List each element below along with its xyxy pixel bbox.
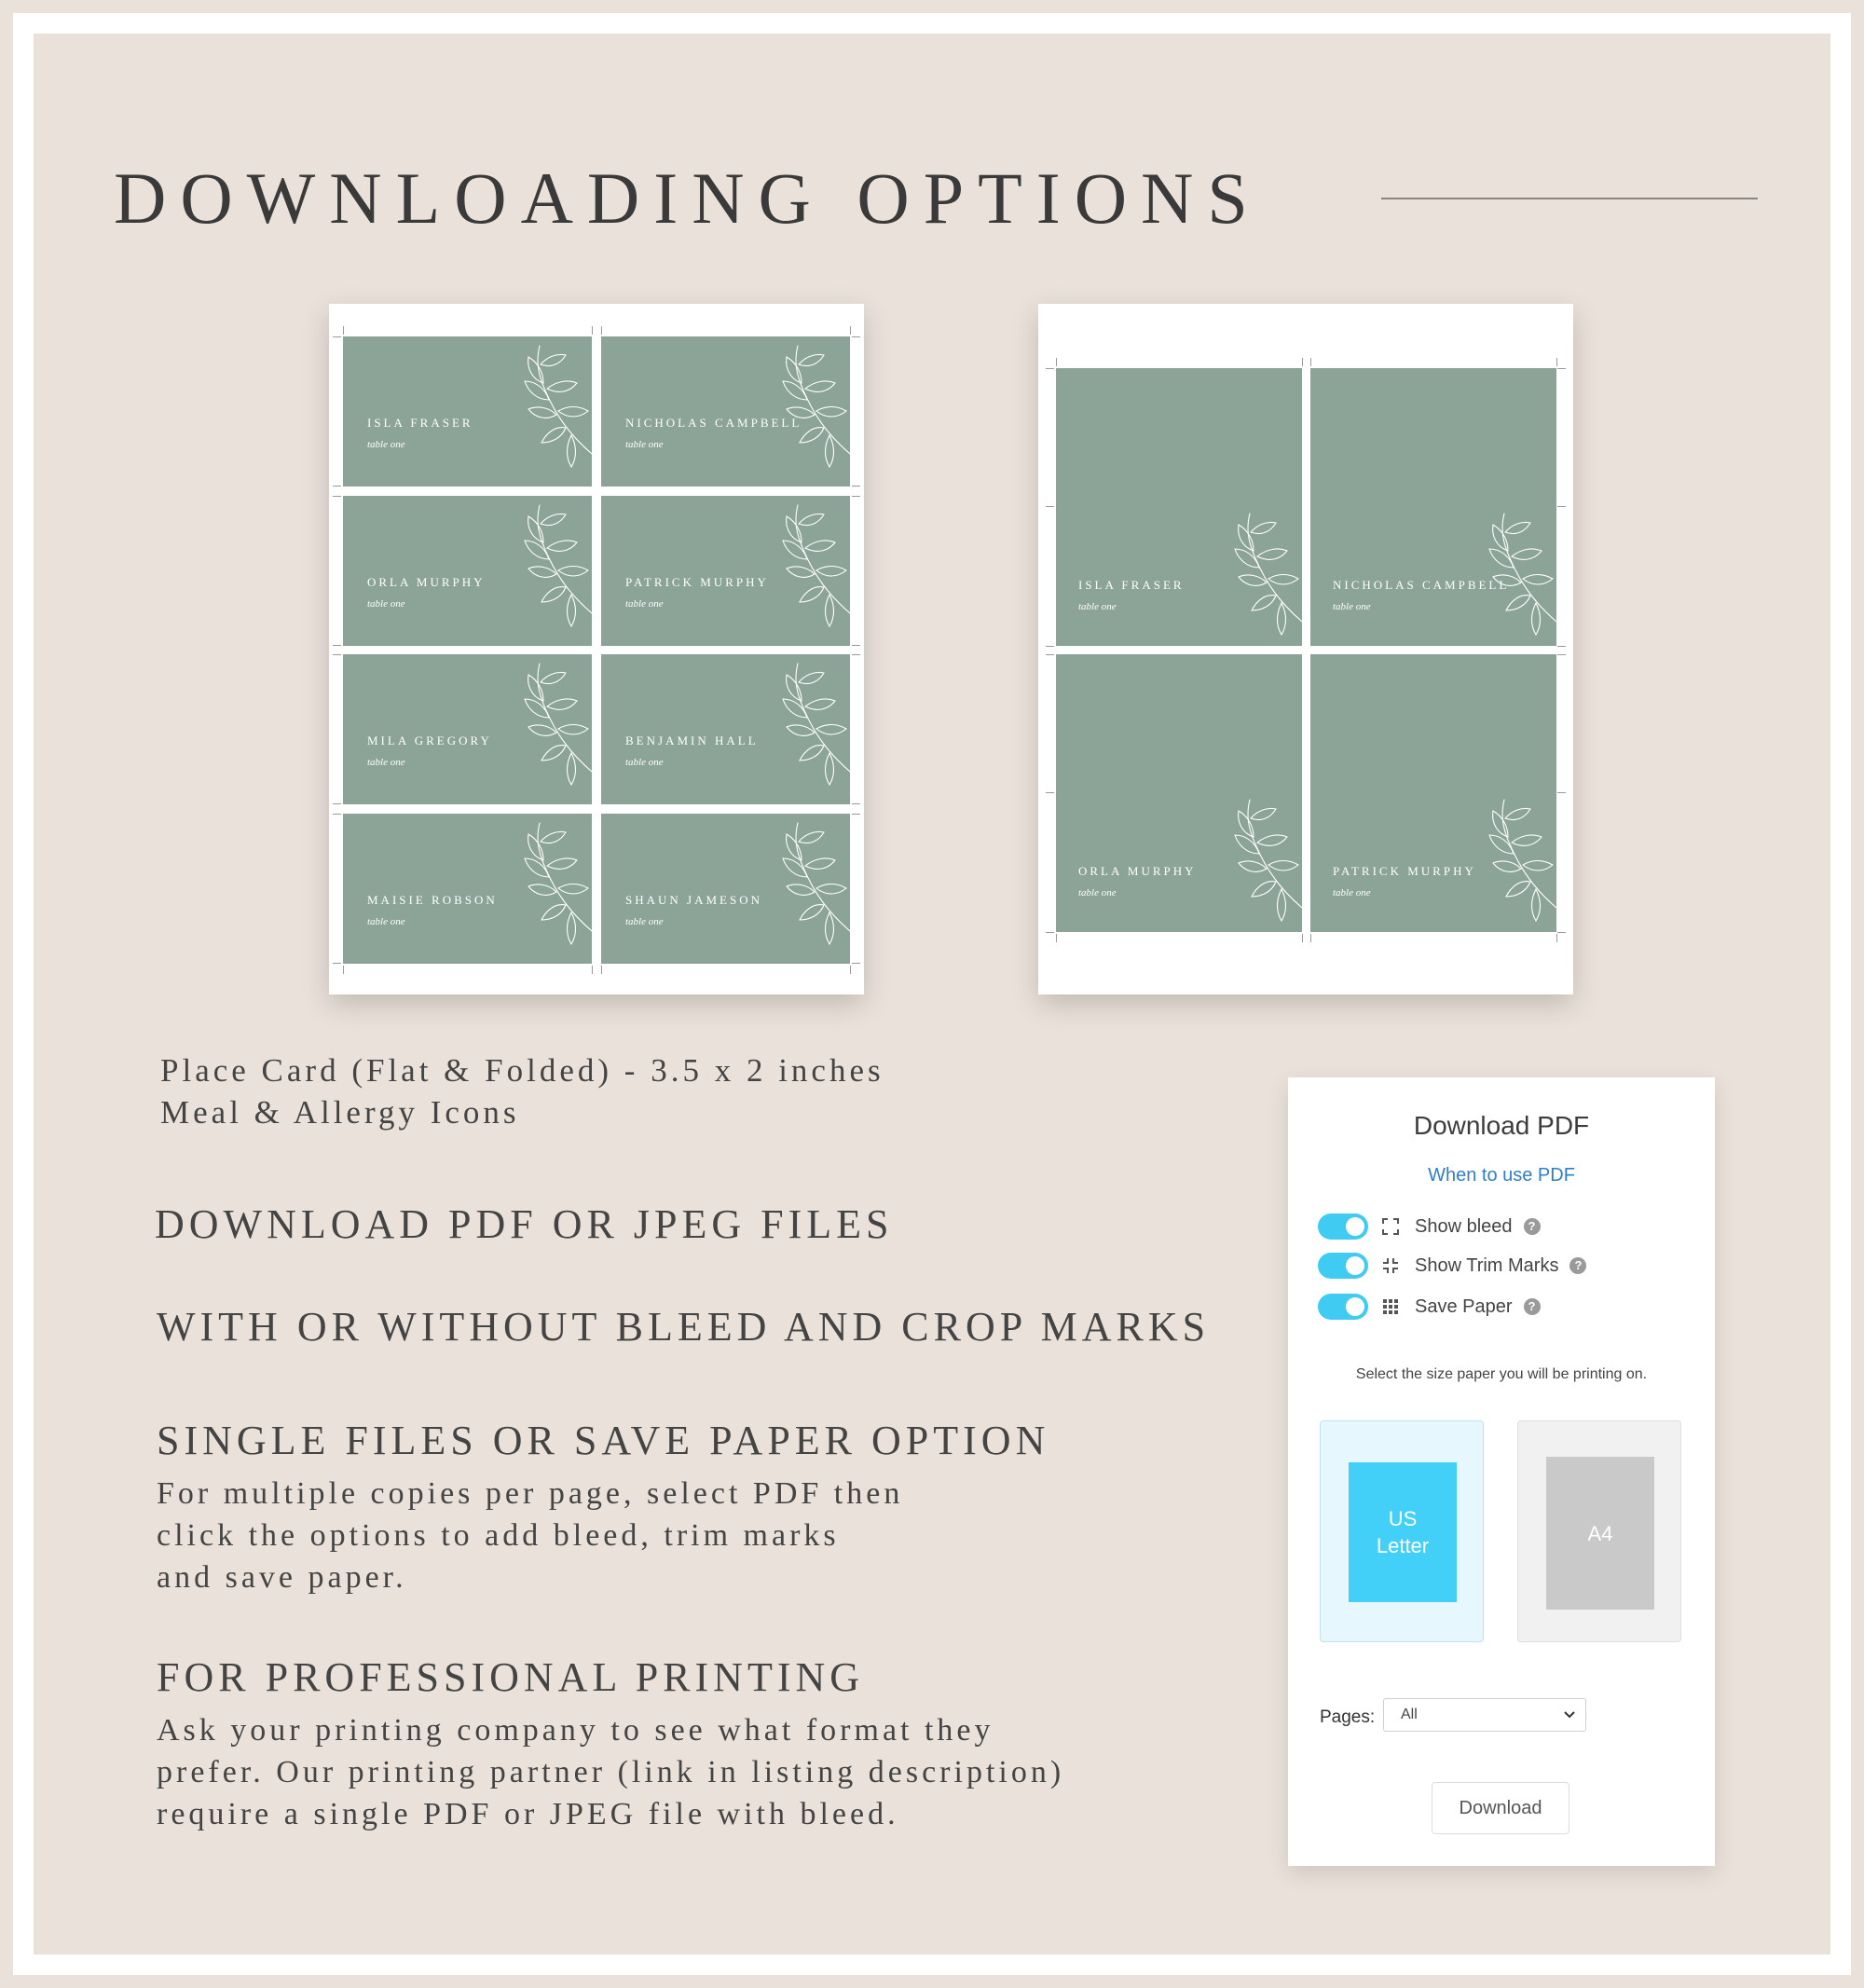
flat-place-card [343,336,592,487]
trim-mark [592,966,593,974]
paper-option-a4[interactable] [1517,1420,1681,1642]
table-number: table one [367,916,405,927]
guest-name: SHAUN JAMESON [625,893,762,907]
leaf-illustration-icon [1456,510,1556,640]
paper-label: A4 [1587,1521,1613,1545]
page-title: DOWNLOADING OPTIONS [114,158,1262,239]
bleed-corners-icon [1381,1217,1400,1236]
description-line: prefer. Our printing partner (link in listing description) [157,1755,1065,1789]
trim-mark [1556,934,1557,942]
table-number: table one [367,757,405,768]
paper-label: US [1388,1507,1418,1530]
title-divider [1381,198,1758,199]
trim-mark [1046,368,1054,369]
when-to-use-pdf-link[interactable]: When to use PDF [1428,1165,1575,1186]
description-line: Ask your printing company to see what format they [157,1713,994,1748]
leaf-illustration-icon [749,660,850,790]
option-show-bleed [1318,1212,1541,1241]
leaf-illustration-icon [1201,510,1302,640]
help-icon[interactable]: ? [1524,1218,1541,1235]
paper-option-us-letter[interactable] [1320,1420,1484,1642]
save-paper-toggle[interactable] [1318,1294,1368,1320]
flat-place-card [601,654,850,804]
trim-mark [1056,358,1057,366]
help-icon[interactable]: ? [1524,1298,1541,1315]
trim-mark [852,654,860,655]
table-number: table one [625,439,664,450]
trim-mark [852,814,860,815]
option-show-trim-marks [1318,1251,1586,1281]
heading-professional-printing: FOR PROFESSIONAL PRINTING [157,1654,865,1700]
trim-mark [1557,368,1566,369]
grid-dots-icon [1381,1297,1400,1316]
folded-place-card [1056,654,1302,932]
flat-cards-sheet-preview [329,304,864,994]
leaf-illustration-icon [749,501,850,632]
trim-mark [852,486,860,487]
show-bleed-toggle[interactable] [1318,1213,1368,1240]
table-number: table one [367,598,405,610]
trim-mark [1046,654,1054,655]
option-save-paper [1318,1292,1541,1322]
trim-mark [852,963,860,964]
guest-name: PATRICK MURPHY [625,575,769,589]
guest-name: ISLA FRASER [1078,578,1185,592]
product-subtitle [160,1049,884,1133]
trim-mark [343,966,344,974]
leaf-illustration-icon [1456,796,1556,926]
table-number: table one [625,916,664,927]
trim-mark [333,814,341,815]
trim-mark [333,803,341,804]
trim-mark [1557,792,1566,793]
trim-mark [333,336,341,337]
guest-name: NICHOLAS CAMPBELL [625,416,802,430]
leaf-illustration-icon [1201,796,1302,926]
trim-mark [1310,934,1311,942]
toggle-knob [1346,1297,1364,1316]
table-number: table one [1333,887,1371,898]
trim-mark [1310,358,1311,366]
guest-name: PATRICK MURPHY [1333,864,1476,878]
download-button[interactable]: Download [1432,1782,1569,1834]
folded-cards-sheet-preview [1038,304,1573,994]
flat-place-card [343,496,592,646]
toggle-knob [1346,1217,1364,1236]
toggle-knob [1346,1256,1364,1275]
trim-mark [1056,934,1057,942]
table-number: table one [1333,601,1371,612]
trim-mark [1046,932,1054,933]
table-number: table one [367,439,405,450]
show-trim-marks-label: Show Trim Marks [1415,1254,1559,1276]
trim-mark [592,326,593,335]
folded-place-card [1056,368,1302,646]
description-line: and save paper. [157,1560,407,1595]
pages-label: Pages: [1320,1707,1376,1727]
guest-name: NICHOLAS CAMPBELL [1333,578,1510,592]
paper-size-instruction: Select the size paper you will be printing on. [1355,1366,1648,1382]
chevron-down-icon [1563,1699,1576,1742]
guest-name: ORLA MURPHY [367,575,486,589]
show-bleed-label: Show bleed [1415,1215,1513,1237]
download-pdf-panel [1288,1077,1715,1866]
save-paper-description [157,1473,903,1598]
trim-mark [1046,646,1054,647]
trim-mark [333,645,341,646]
table-number: table one [1078,601,1117,612]
trim-mark [1557,506,1566,507]
show-trim-marks-toggle[interactable] [1318,1253,1368,1279]
guest-name: BENJAMIN HALL [625,734,759,747]
trim-mark [1557,646,1566,647]
us-letter-thumbnail [1349,1462,1457,1602]
leaf-illustration-icon [491,819,592,950]
trim-mark [850,966,851,974]
trim-marks-icon [1381,1256,1400,1275]
pages-selected-value: All [1401,1707,1418,1722]
trim-mark [1556,358,1557,366]
table-number: table one [625,757,664,768]
pages-select[interactable] [1383,1698,1586,1732]
trim-mark [850,326,851,335]
trim-mark [1557,932,1566,933]
guest-name: MAISIE ROBSON [367,893,498,907]
trim-mark [1557,654,1566,655]
flat-place-card [601,496,850,646]
paper-label: Letter [1376,1534,1430,1557]
leaf-illustration-icon [491,342,592,473]
a4-thumbnail [1546,1457,1654,1610]
help-icon[interactable]: ? [1569,1257,1586,1274]
trim-mark [601,326,602,335]
subtitle-line: Meal & Allergy Icons [160,1094,520,1131]
guest-name: ISLA FRASER [367,416,473,430]
trim-mark [333,963,341,964]
trim-mark [333,486,341,487]
trim-mark [333,496,341,497]
trim-mark [852,645,860,646]
guest-name: ORLA MURPHY [1078,864,1197,878]
trim-mark [852,336,860,337]
description-line: require a single PDF or JPEG file with bleed. [157,1797,899,1831]
flat-place-card [601,814,850,964]
trim-mark [1046,792,1054,793]
trim-mark [343,326,344,335]
trim-mark [852,803,860,804]
description-line: For multiple copies per page, select PDF then [157,1476,904,1511]
subtitle-line: Place Card (Flat & Folded) - 3.5 x 2 inches [160,1052,884,1089]
trim-mark [601,966,602,974]
heading-save-paper: SINGLE FILES OR SAVE PAPER OPTION [157,1418,1050,1463]
heading-download-files: DOWNLOAD PDF OR JPEG FILES [155,1201,894,1247]
trim-mark [852,496,860,497]
save-paper-label: Save Paper [1415,1296,1513,1317]
professional-printing-description [157,1709,1064,1835]
leaf-illustration-icon [491,660,592,790]
trim-mark [1046,506,1054,507]
table-number: table one [1078,887,1117,898]
trim-mark [1302,358,1303,366]
trim-mark [1302,934,1303,942]
leaf-illustration-icon [749,819,850,950]
guest-name: MILA GREGORY [367,734,492,747]
description-line: click the options to add bleed, trim marks [157,1518,840,1553]
table-number: table one [625,598,664,610]
flat-place-card [601,336,850,487]
leaf-illustration-icon [491,501,592,632]
flat-place-card [343,654,592,804]
folded-place-card [1310,368,1556,646]
folded-place-card [1310,654,1556,932]
trim-mark [333,654,341,655]
flat-place-card [343,814,592,964]
leaf-illustration-icon [749,342,850,473]
heading-bleed-crop: WITH OR WITHOUT BLEED AND CROP MARKS [157,1304,1211,1350]
panel-title: Download PDF [1413,1111,1590,1140]
